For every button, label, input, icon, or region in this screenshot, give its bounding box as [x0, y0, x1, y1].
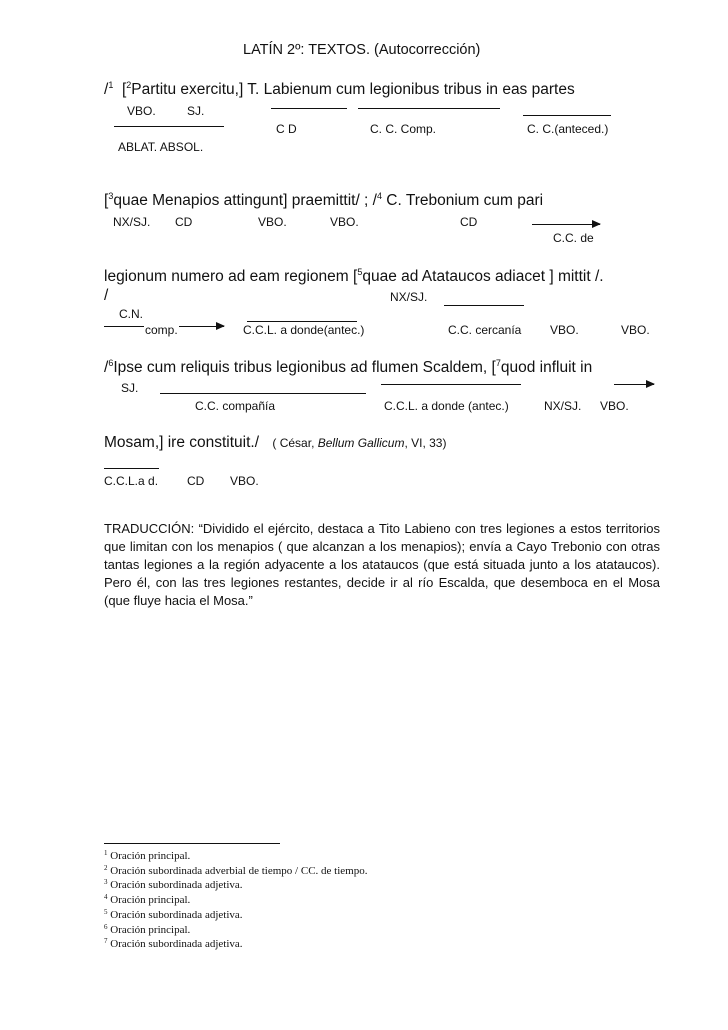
footnote — [104, 923, 367, 938]
clause-slash: / — [104, 81, 109, 98]
latin-text: Ipse cum reliquis tribus legionibus ad flumen Scaldem, [ — [113, 359, 496, 376]
footnote-number: 3 — [104, 878, 108, 887]
annotation-sj: SJ. — [187, 104, 205, 118]
annotation-cc-anteced: C. C.(anteced.) — [527, 122, 609, 136]
citation-work: Bellum Gallicum — [317, 436, 405, 450]
footnote — [104, 893, 367, 908]
footnote — [104, 878, 367, 893]
citation-author: ( César, — [272, 436, 318, 450]
footnote-number: 2 — [104, 863, 108, 872]
footnote-ref: 4 — [376, 191, 382, 201]
footnote — [104, 908, 367, 923]
latin-text: Partitu exercitu,] T. Labienum cum legionibus tribus in eas partes — [131, 81, 575, 98]
footnote — [104, 849, 367, 864]
annotation-cn: C.N. — [119, 307, 143, 321]
arrow-right-icon — [532, 224, 600, 225]
footnote-ref: 1 — [108, 80, 114, 90]
latin-text: legionum numero ad eam regionem [ — [104, 268, 358, 285]
annotation-cc-comp: C. C. Comp. — [370, 122, 437, 136]
underline — [523, 115, 611, 116]
annotation-vbo: VBO. — [621, 323, 650, 337]
footnote-ref: 2 — [126, 80, 132, 90]
footnote-ref: 6 — [108, 358, 114, 368]
underline — [247, 321, 357, 322]
annotation-nx-sj: NX/SJ. — [113, 215, 151, 229]
footnote-number: 6 — [104, 922, 108, 931]
latin-text: Mosam,] ire constituit./ — [104, 434, 260, 451]
annotation-cc-cercania: C.C. cercanía — [448, 323, 522, 337]
annotation-vbo: VBO. — [550, 323, 579, 337]
citation-ref: , VI, 33) — [404, 436, 447, 450]
footnote-number: 5 — [104, 907, 108, 916]
clause-slash: / — [104, 359, 109, 376]
annotation-nx-sj: NX/SJ. — [544, 399, 582, 413]
arrow-right-icon — [614, 384, 654, 385]
underline — [271, 108, 347, 109]
latin-text: quae ad Atataucos adiacet ] mittit /. — [362, 268, 604, 285]
latin-line-2 — [104, 192, 543, 210]
footnote-text: Oración subordinada adjetiva. — [107, 938, 243, 951]
annotation-vbo: VBO. — [258, 215, 287, 229]
footnote — [104, 937, 367, 952]
annotation-sj: SJ. — [121, 381, 139, 395]
footnote-text: Oración subordinada adjetiva. — [107, 908, 243, 921]
latin-line-1 — [104, 81, 575, 99]
footnote-text: Oración subordinada adjetiva. — [107, 879, 243, 892]
footnote-text: Oración principal. — [107, 923, 191, 936]
latin-text: C. Trebonium cum pari — [382, 192, 544, 209]
underline — [104, 468, 159, 469]
clause-bracket: [ — [121, 81, 127, 98]
annotation-ablat-absol: ABLAT. ABSOL. — [118, 140, 204, 154]
annotation-ccl-a-donde: C.C.L. a donde (antec.) — [384, 399, 509, 413]
latin-line-4 — [104, 359, 592, 377]
annotation-ccl-a-donde: C.C.L. a donde(antec.) — [243, 323, 365, 337]
footnotes — [104, 849, 367, 952]
page-title: LATÍN 2º: TEXTOS. (Autocorrección) — [243, 42, 481, 58]
annotation-cd: CD — [187, 474, 205, 488]
annotation-vbo: VBO. — [230, 474, 259, 488]
footnote-separator — [104, 843, 280, 844]
annotation-cd: C D — [276, 122, 297, 136]
footnote-text: Oración principal. — [107, 894, 191, 907]
underline — [114, 126, 224, 127]
translation-paragraph: TRADUCCIÓN: “Dividido el ejército, destaca a Tito Labieno con tres legiones a estos territorios que limitan con los menapios ( que alcanzan a los menapios); envía a Cayo Trebonio con otras tantas legiones a la región adyacente a los atataucos (que está situada junto a los atataucos). Pero él, con las tres legiones restantes, decide ir al río Escalda, que desemboca en el Mosa (que fluye hacia el Mosa.” — [104, 521, 660, 608]
annotation-vbo: VBO. — [330, 215, 359, 229]
underline — [358, 108, 500, 109]
clause-bracket: [ — [104, 192, 109, 209]
latin-line-5 — [104, 434, 446, 452]
footnote-number: 1 — [104, 849, 108, 857]
annotation-nx-sj: NX/SJ. — [390, 290, 428, 304]
annotation-comp: comp. — [145, 323, 178, 337]
clause-slash: / — [104, 287, 109, 304]
citation — [272, 436, 446, 450]
underline — [444, 305, 524, 306]
annotation-cd: CD — [460, 215, 478, 229]
annotation-vbo: VBO. — [600, 399, 629, 413]
footnote-ref: 7 — [495, 358, 501, 368]
underline — [160, 393, 366, 394]
latin-text: quod influit in — [500, 359, 593, 376]
footnote-number: 4 — [104, 893, 108, 902]
latin-text: quae Menapios attingunt] praemittit/ ; / — [113, 192, 377, 209]
footnote — [104, 864, 367, 879]
annotation-cc-compania: C.C. compañía — [195, 399, 276, 413]
footnote-number: 7 — [104, 937, 108, 946]
footnote-ref: 3 — [108, 191, 114, 201]
footnote-text: Oración principal. — [107, 850, 191, 862]
latin-line-3 — [104, 268, 604, 286]
annotation-cd: CD — [175, 215, 193, 229]
footnote-text: Oración subordinada adverbial de tiempo / CC. de tiempo. — [107, 864, 368, 877]
annotation-vbo: VBO. — [127, 104, 156, 118]
annotation-cc-de: C.C. de — [553, 231, 594, 245]
underline — [381, 384, 521, 385]
footnote-ref: 5 — [357, 267, 363, 277]
annotation-ccl-a-d: C.C.L.a d. — [104, 474, 159, 488]
